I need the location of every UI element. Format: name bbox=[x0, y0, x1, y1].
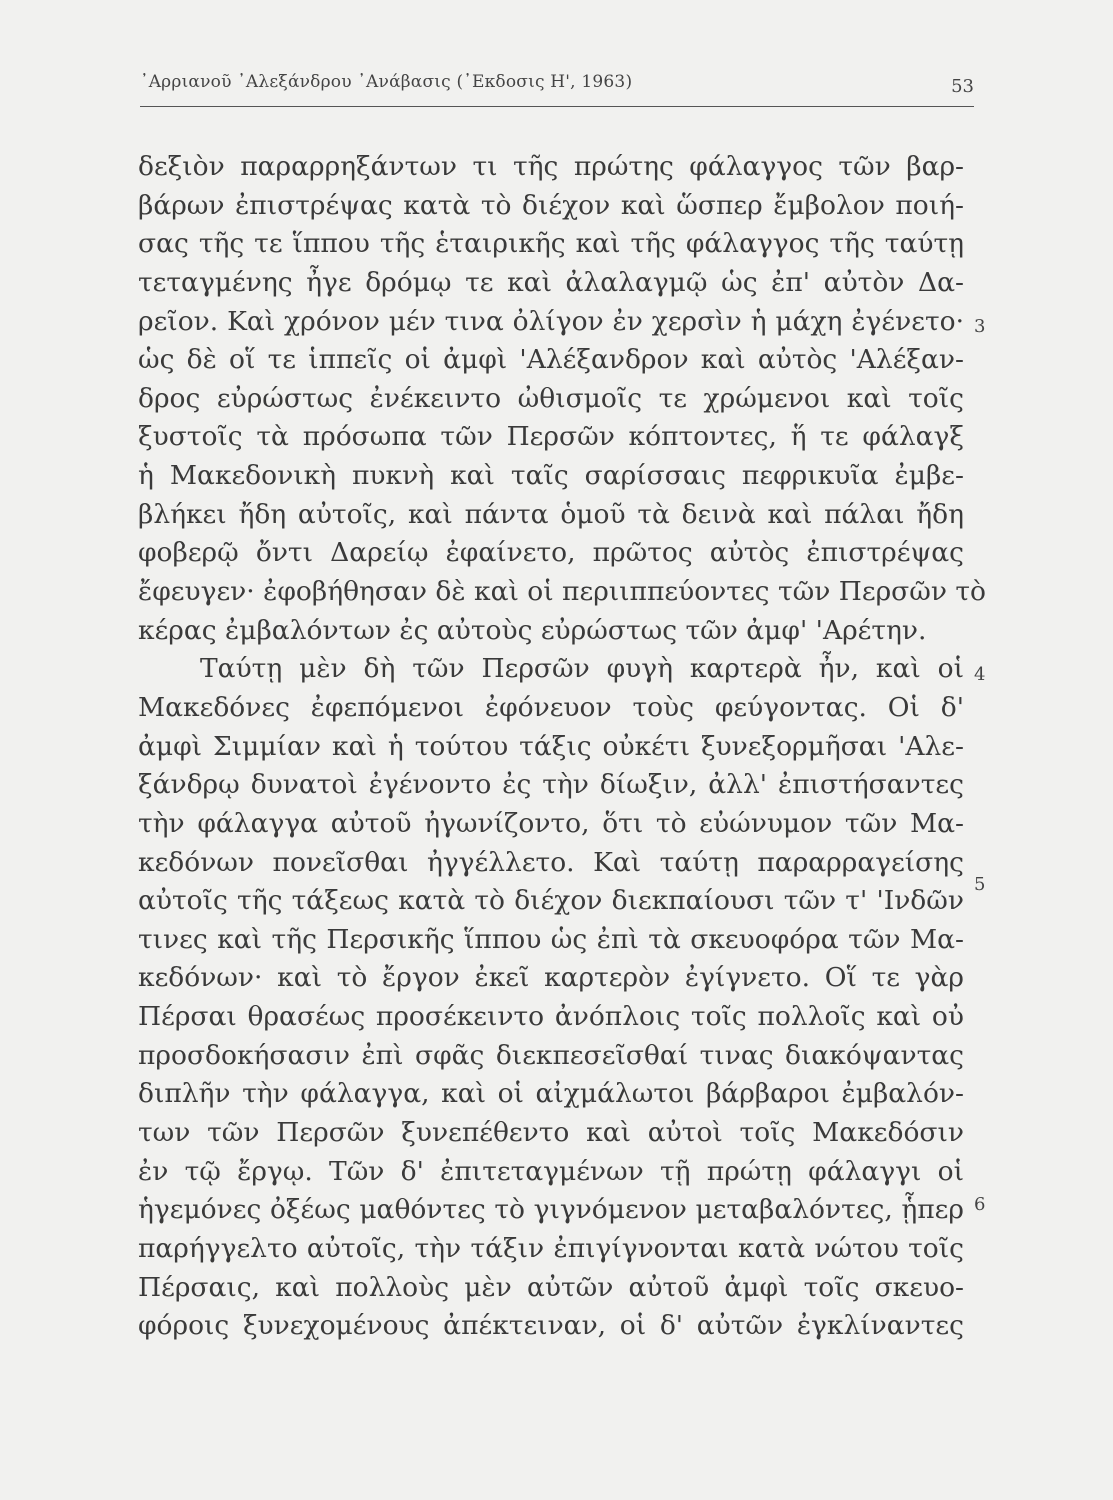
text-line: δρος εὐρώστως ἐνέκειντο ὠθισμοῖς τε χρώμενοι καὶ τοῖς bbox=[138, 382, 964, 414]
text-line: ἡγεμόνες ὀξέως μαθόντες τὸ γιγνόμενον μεταβαλόντες, ᾗπερ bbox=[138, 1194, 964, 1226]
section-number: 5 bbox=[974, 874, 986, 895]
section-number: 6 bbox=[974, 1194, 986, 1215]
text-line: ἡ Μακεδονικὴ πυκνὴ καὶ ταῖς σαρίσσαις πεφρικυῖα ἐμβε- bbox=[138, 460, 964, 492]
text-line: κεδόνων· καὶ τὸ ἔργον ἐκεῖ καρτερὸν ἐγίγνετο. Οἵ τε γὰρ bbox=[138, 962, 964, 994]
text-line: των τῶν Περσῶν ξυνεπέθεντο καὶ αὐτοὶ τοῖς Μακεδόσιν bbox=[138, 1117, 964, 1149]
header-rule bbox=[140, 106, 974, 107]
running-header bbox=[140, 70, 974, 104]
text-line: ρεῖον. Καὶ χρόνον μέν τινα ὀλίγον ἐν χερσὶν ἡ μάχη ἐγένετο· bbox=[138, 305, 964, 337]
text-line: τεταγμένης ἦγε δρόμῳ τε καὶ ἀλαλαγμῷ ὡς ἐπ' αὐτὸν Δα- bbox=[138, 266, 964, 298]
text-line: αὐτοῖς τῆς τάξεως κατὰ τὸ διέχον διεκπαίουσι τῶν τ' 'Ινδῶν bbox=[138, 885, 964, 917]
text-line: ἔφευγεν· ἐφοβήθησαν δὲ καὶ οἱ περιιππεύοντες τῶν Περσῶν τὸ bbox=[138, 576, 987, 608]
text-line: ἐν τῷ ἔργῳ. Τῶν δ' ἐπιτεταγμένων τῇ πρώτῃ φάλαγγι οἱ bbox=[138, 1155, 964, 1187]
text-line: ξάνδρῳ δυνατοὶ ἐγένοντο ἐς τὴν δίωξιν, ἀλλ' ἐπιστήσαντες bbox=[138, 769, 964, 801]
text-line: κέρας ἐμβαλόντων ἐς αὐτοὺς εὐρώστως τῶν ἀμφ' 'Αρέτην. bbox=[138, 614, 927, 646]
text-line: βάρων ἐπιστρέψας κατὰ τὸ διέχον καὶ ὥσπερ ἔμβολον ποιή- bbox=[138, 189, 964, 221]
text-line: παρήγγελτο αὐτοῖς, τὴν τάξιν ἐπιγίγνονται κατὰ νώτου τοῖς bbox=[138, 1232, 964, 1264]
text-line: φοβερῷ ὄντι Δαρείῳ ἐφαίνετο, πρῶτος αὐτὸς ἐπιστρέψας bbox=[138, 537, 964, 569]
text-line: τὴν φάλαγγα αὐτοῦ ἠγωνίζοντο, ὅτι τὸ εὐώνυμον τῶν Μα- bbox=[138, 807, 964, 839]
text-line: προσδοκήσασιν ἐπὶ σφᾶς διεκπεσεῖσθαί τινας διακόψαντας bbox=[138, 1039, 964, 1071]
text-line: κεδόνων πονεῖσθαι ἠγγέλλετο. Καὶ ταύτῃ παραρραγείσης bbox=[138, 846, 964, 878]
text-line: Ταύτῃ μὲν δὴ τῶν Περσῶν φυγὴ καρτερὰ ἦν, καὶ οἱ bbox=[200, 653, 964, 685]
body-text bbox=[138, 148, 987, 1346]
text-line: ἀμφὶ Σιμμίαν καὶ ἡ τούτου τάξις οὐκέτι ξυνεξορμῆσαι 'Αλε- bbox=[138, 730, 964, 762]
text-line: δεξιὸν παραρρηξάντων τι τῆς πρώτης φάλαγγος τῶν βαρ- bbox=[138, 151, 964, 182]
text-line: σας τῆς τε ἵππου τῆς ἑταιρικῆς καὶ τῆς φάλαγγος τῆς ταύτῃ bbox=[138, 228, 964, 260]
text-line: τινες καὶ τῆς Περσικῆς ἵππου ὡς ἐπὶ τὰ σκευοφόρα τῶν Μα- bbox=[138, 923, 964, 955]
text-line: βλήκει ἤδη αὐτοῖς, καὶ πάντα ὁμοῦ τὰ δεινὰ καὶ πάλαι ἤδη bbox=[138, 498, 964, 530]
text-line: φόροις ξυνεχομένους ἀπέκτειναν, οἱ δ' αὐτῶν ἐγκλίναντες bbox=[138, 1310, 964, 1342]
text-line: διπλῆν τὴν φάλαγγα, καὶ οἱ αἰχμάλωτοι βάρβαροι ἐμβαλόν- bbox=[138, 1078, 964, 1110]
text-line: Πέρσαι θρασέως προσέκειντο ἀνόπλοις τοῖς πολλοῖς καὶ οὐ bbox=[138, 1001, 964, 1033]
section-number: 3 bbox=[974, 316, 986, 337]
text-line: ξυστοῖς τὰ πρόσωπα τῶν Περσῶν κόπτοντες, ἥ τε φάλαγξ bbox=[138, 421, 964, 453]
header-title: ᾿Αρριανοῦ ᾿Αλεξάνδρου ᾿Ανάβασις (᾿Εκδοσις Η', 1963) bbox=[140, 72, 633, 92]
text-line: Μακεδόνες ἐφεπόμενοι ἐφόνευον τοὺς φεύγοντας. Οἱ δ' bbox=[138, 691, 964, 723]
text-line: ὡς δὲ οἵ τε ἱππεῖς οἱ ἀμφὶ 'Αλέξανδρον καὶ αὐτὸς 'Αλέξαν- bbox=[138, 344, 964, 376]
text-line: Πέρσαις, καὶ πολλοὺς μὲν αὐτῶν αὐτοῦ ἀμφὶ τοῖς σκευο- bbox=[138, 1271, 964, 1303]
section-number: 4 bbox=[974, 664, 986, 685]
page-number: 53 bbox=[951, 76, 974, 97]
